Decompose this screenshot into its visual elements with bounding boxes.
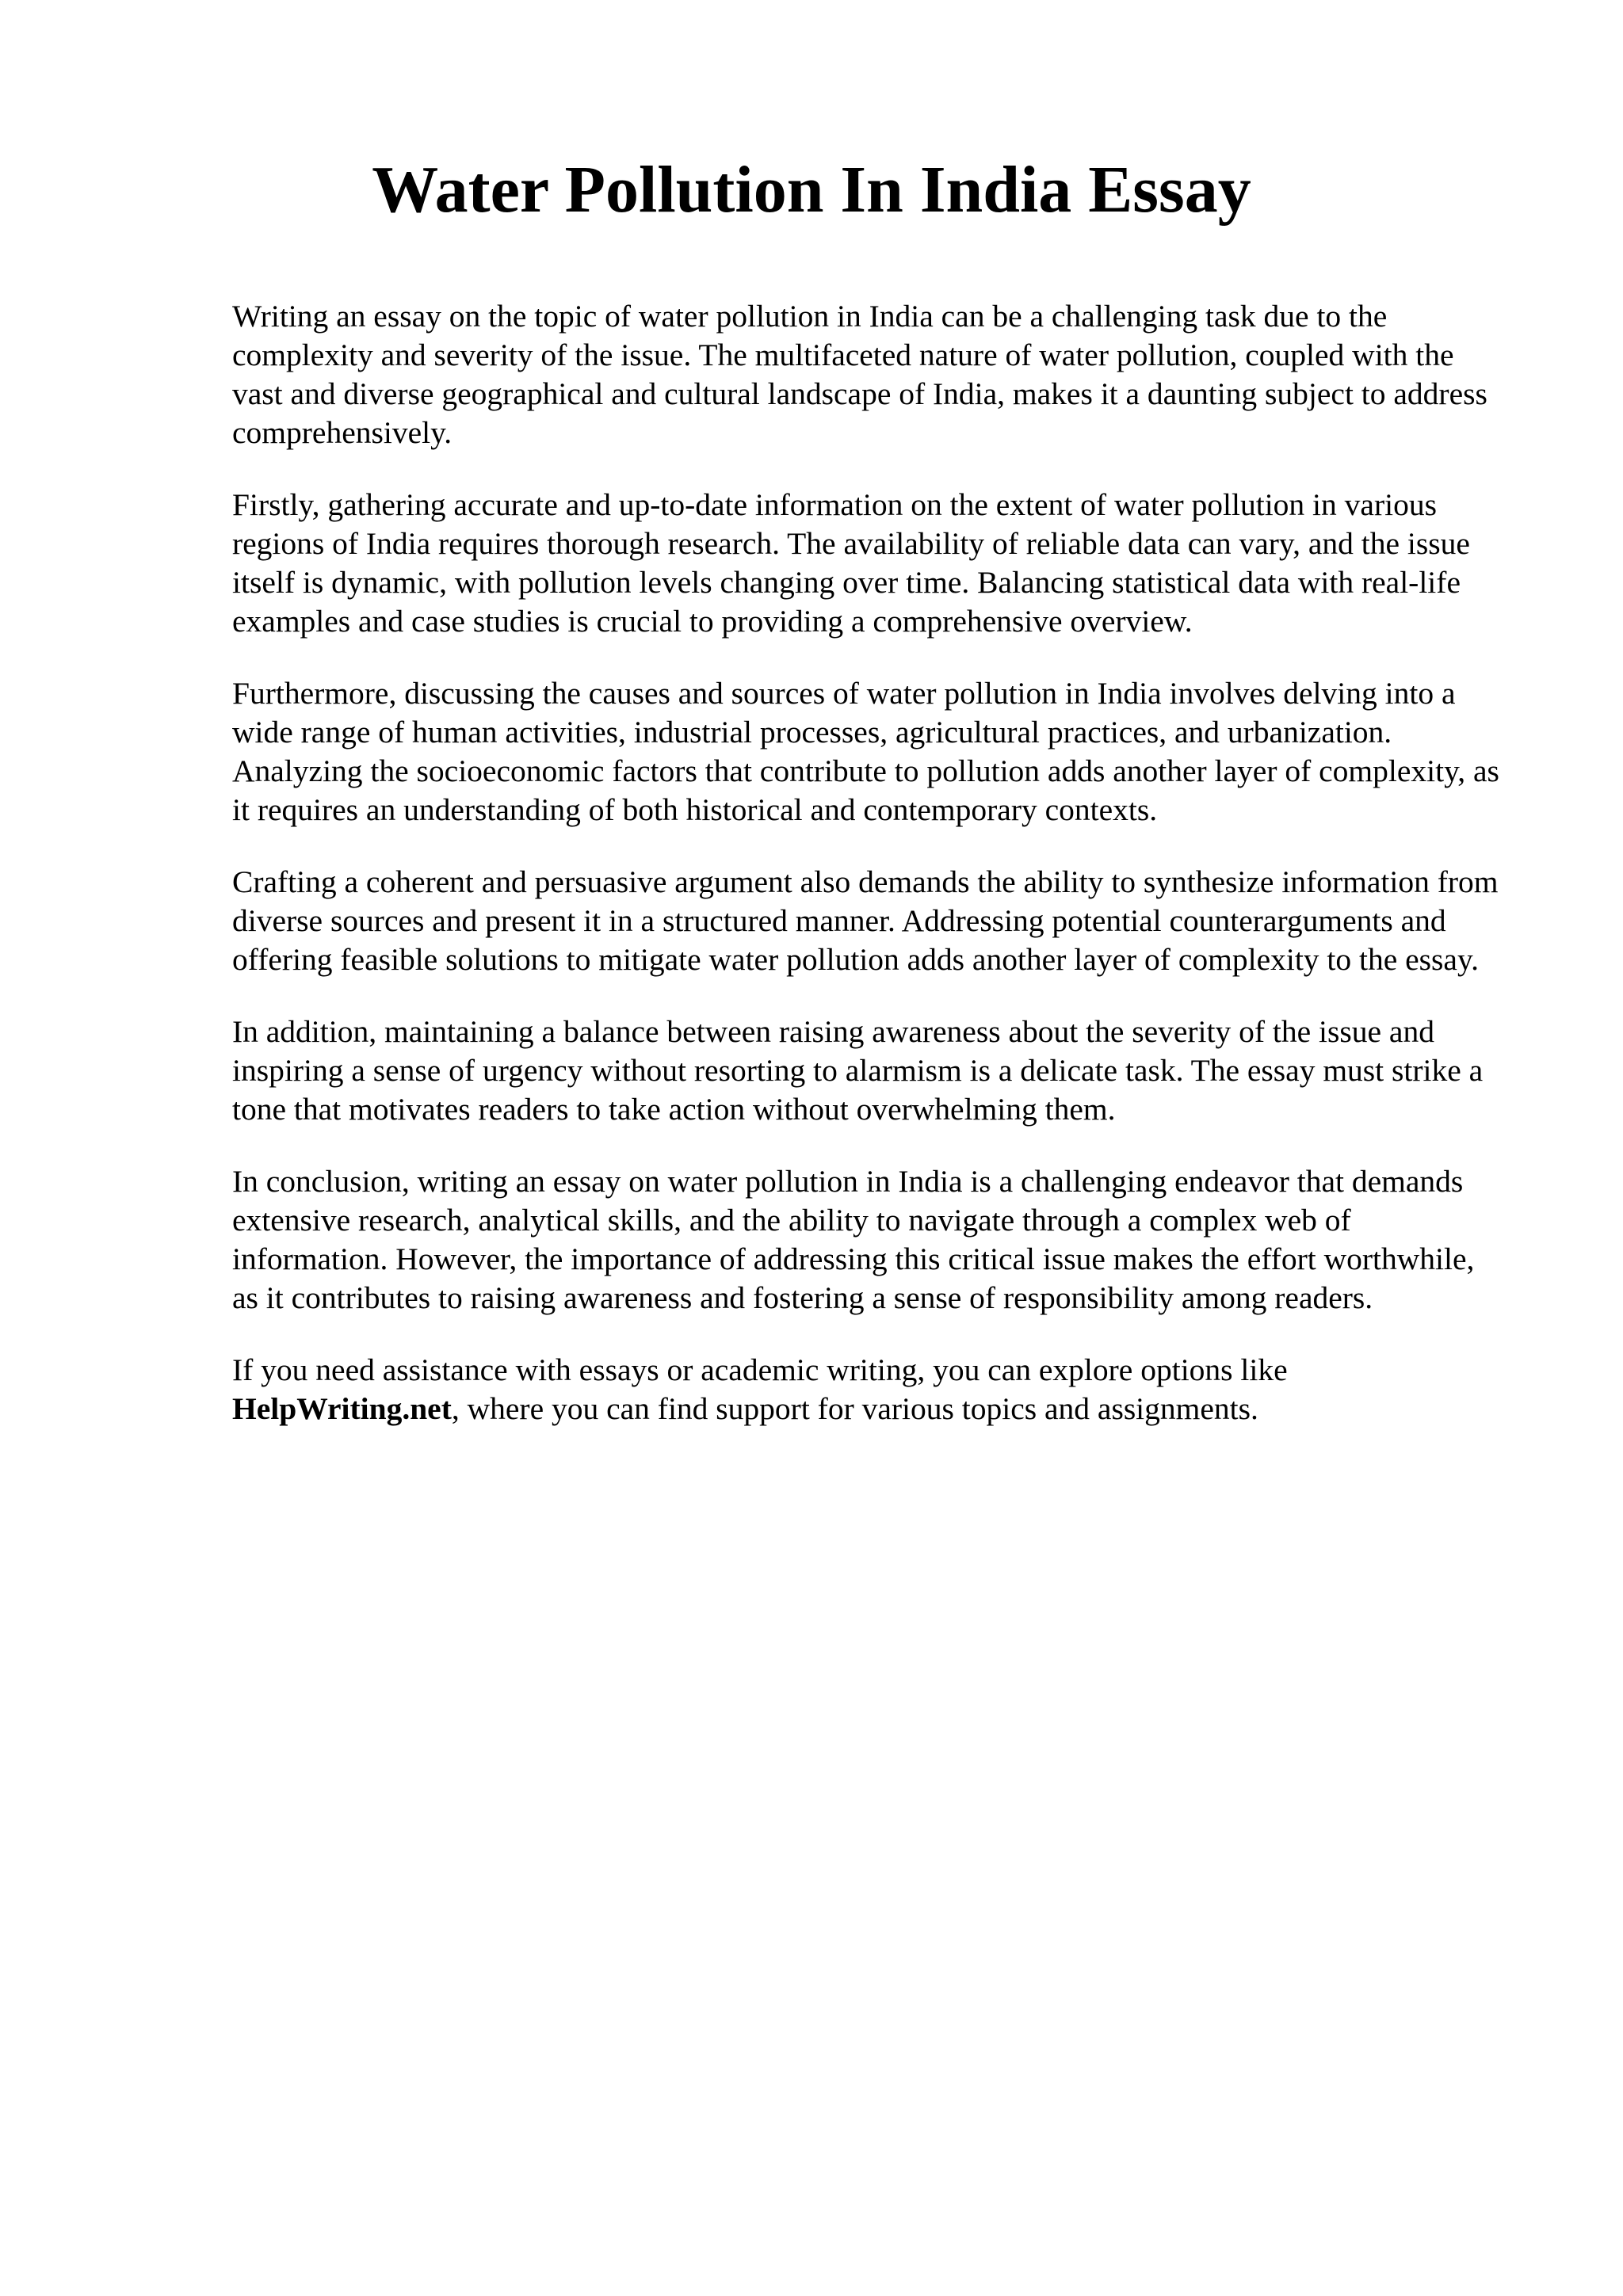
closing-outro-text: , where you can find support for various topics and assignments. <box>451 1391 1258 1426</box>
paragraph-causes: Furthermore, discussing the causes and sources of water pollution in India involves delving into a wide range of human activities, industrial processes, agricultural practices, and urbanization. Analyzing the socioeconomic factors that contribute to pollution adds another layer of complexity, as it requires an understanding of both historical and contemporary contexts. <box>232 676 1499 827</box>
paragraph-research: Firstly, gathering accurate and up-to-date information on the extent of water pollution in various regions of India requires thorough research. The availability of reliable data can vary, and the issue itself is dynamic, with pollution levels changing over time. Balancing statistical data with real-life examples and case studies is crucial to providing a comprehensive overview. <box>232 487 1470 639</box>
closing-intro-text: If you need assistance with essays or academic writing, you can explore options like <box>232 1352 1288 1387</box>
helpwriting-link[interactable]: HelpWriting.net <box>232 1391 452 1426</box>
document-body <box>232 297 1508 1428</box>
paragraph-closing <box>232 1351 1508 1428</box>
paragraph-conclusion: In conclusion, writing an essay on water pollution in India is a challenging endeavor that demands extensive research, analytical skills, and the ability to navigate through a complex web of information. However, the importance of addressing this critical issue makes the effort worthwhile, as it contributes to raising awareness and fostering a sense of responsibility among readers. <box>232 1164 1475 1315</box>
document-title: Water Pollution In India Essay <box>372 153 1251 227</box>
paragraph-intro: Writing an essay on the topic of water pollution in India can be a challenging task due to the complexity and severity of the issue. The multifaceted nature of water pollution, coupled with the vast and diverse geographical and cultural landscape of India, makes it a daunting subject to address comprehensively. <box>232 299 1487 450</box>
paragraph-argument: Crafting a coherent and persuasive argument also demands the ability to synthesize information from diverse sources and present it in a structured manner. Addressing potential counterarguments and offering feasible solutions to mitigate water pollution adds another layer of complexity to the essay. <box>232 864 1499 977</box>
paragraph-tone: In addition, maintaining a balance between raising awareness about the severity of the issue and inspiring a sense of urgency without resorting to alarmism is a delicate task. The essay must strike a tone that motivates readers to take action without overwhelming them. <box>232 1014 1484 1127</box>
